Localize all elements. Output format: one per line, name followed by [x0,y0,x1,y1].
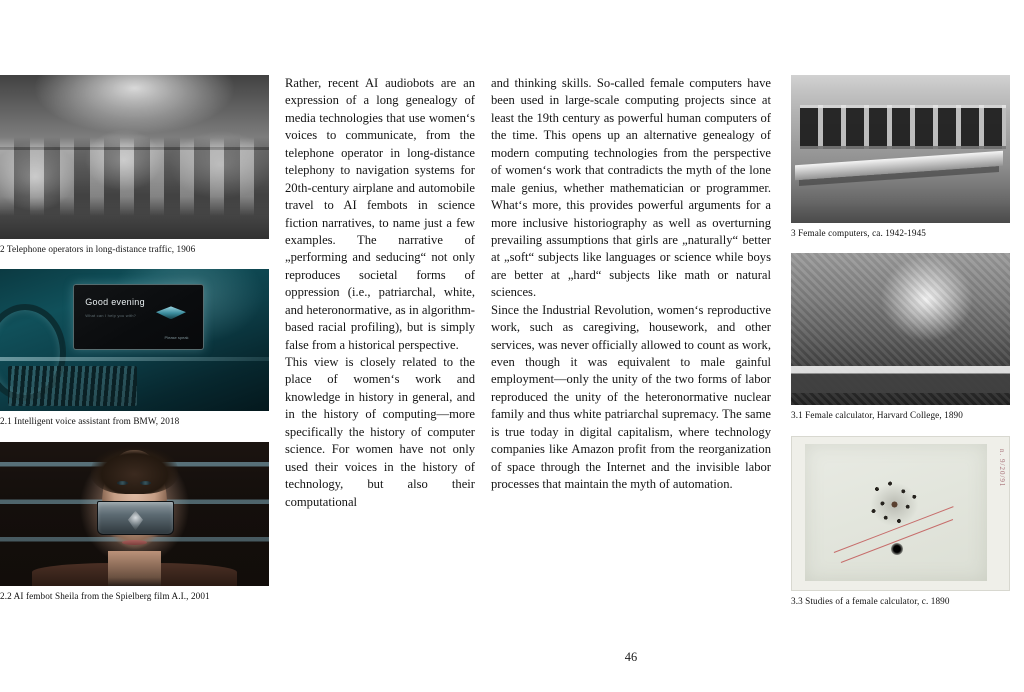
figure-3-3 [791,436,1010,607]
figure-2-caption: 2 Telephone operators in long-distance traffic, 1906 [0,244,196,254]
figure-3-1 [791,253,1010,421]
paragraph-c2-p2: Since the Industrial Revolution, women‘s reproductive work, such as caregiving, housework, and other services, was never officially allowed to count as work, even though it was equivalent to male gainful employment—only the unity of the two forms of labor reproduced the unity of the heteronormative nuclear family and thus white patriarchal supremacy. The same is true today in digital capitalism, where technology companies like Amazon profit from the reorganization of space through the Internet and the invisible labor processes that maintain the myth of automation. [491,302,771,492]
air-vents-shape [8,366,137,406]
fembot-mouth-shape [122,540,146,545]
plate-emulsion-field [805,444,987,580]
dashboard-trim [0,357,269,361]
star-cluster-marks [867,477,922,531]
paragraph-c2-p1: and thinking skills. So-called female computers have been used in large-scale computing projects since at least the 19th century as powerful human computers of the time. This opens up an alternative genealogy of modern computing technologies from the perspective of women‘s work that contradicts the myth of the lone male genius, whether mathematician or programmer. What‘s more, this provides powerful arguments for a more inclusive historiography as well as overturning prevailing assumptions that girls are „naturally“ better at „soft“ subjects like languages or science while boys are better at „hard“ subjects like math or natural sciences. [491,76,771,300]
text-column-1 [285,75,475,642]
plate-reference-dot [891,543,903,555]
ai-fembot-sheila-photo [0,442,269,586]
paragraph-c1-p1: Rather, recent AI audiobots are an expression of a long genealogy of media technologies that use women‘s voices to communicate, from the telephone operator in long-distance telephony to navigation systems for 20th-century airplane and automobile travel to AI fembots in science fiction narratives, to name just a few examples. The narrative of „performing and seducing“ not only reproduces societal forms of oppression (i.e., patriarchal, white, and heteronormative, as in algorithm-based racial profiling), but is simply false from a historical perspective. [285,76,475,352]
screen-greeting-text: Good evening [85,297,145,308]
left-figure-column [0,75,269,642]
figure-3 [791,75,1010,239]
figure-2-1-caption: 2.1 Intelligent voice assistant from BMW, 2018 [0,416,180,427]
paragraph-c1-p2: This view is closely related to the place of women‘s work and knowledge in history in general, and in the history of computing—more specifically the history of computer science. For women have not only used their voices in the history of technology, but also their computational [285,355,475,509]
screen-orb-label-text: Please speak [164,334,189,340]
fembot-hair-shape [91,445,177,494]
right-figure-column [791,75,1010,642]
figure-3-3-caption: 3.3 Studies of a female calculator, c. 1890 [791,595,950,606]
figure-3-1-caption: 3.1 Female calculator, Harvard College, 1890 [791,410,963,421]
figure-2 [0,75,269,255]
telephone-operators-photo [0,75,269,239]
voice-assistant-orb-icon [156,306,186,319]
figure-2-1 [0,269,269,427]
fembot-face-panel [97,501,174,535]
bmw-voice-assistant-photo [0,269,269,411]
plate-handwritten-annotation: n. 9/20/91 [997,449,1006,488]
female-computers-photo [791,75,1010,223]
glass-plate-study-photo [791,436,1010,591]
infotainment-screen [73,284,204,350]
screen-subtitle-text: What can I help you with? [85,313,137,319]
figure-2-2-caption: 2.2 AI fembot Sheila from the Spielberg film A.I., 2001 [0,590,210,601]
text-column-2 [491,75,771,642]
harvard-female-calculator-photo [791,253,1010,405]
page-number: 46 [624,650,638,664]
figure-2-2 [0,442,269,602]
figure-3-caption: 3 Female computers, ca. 1942-1945 [791,228,926,238]
